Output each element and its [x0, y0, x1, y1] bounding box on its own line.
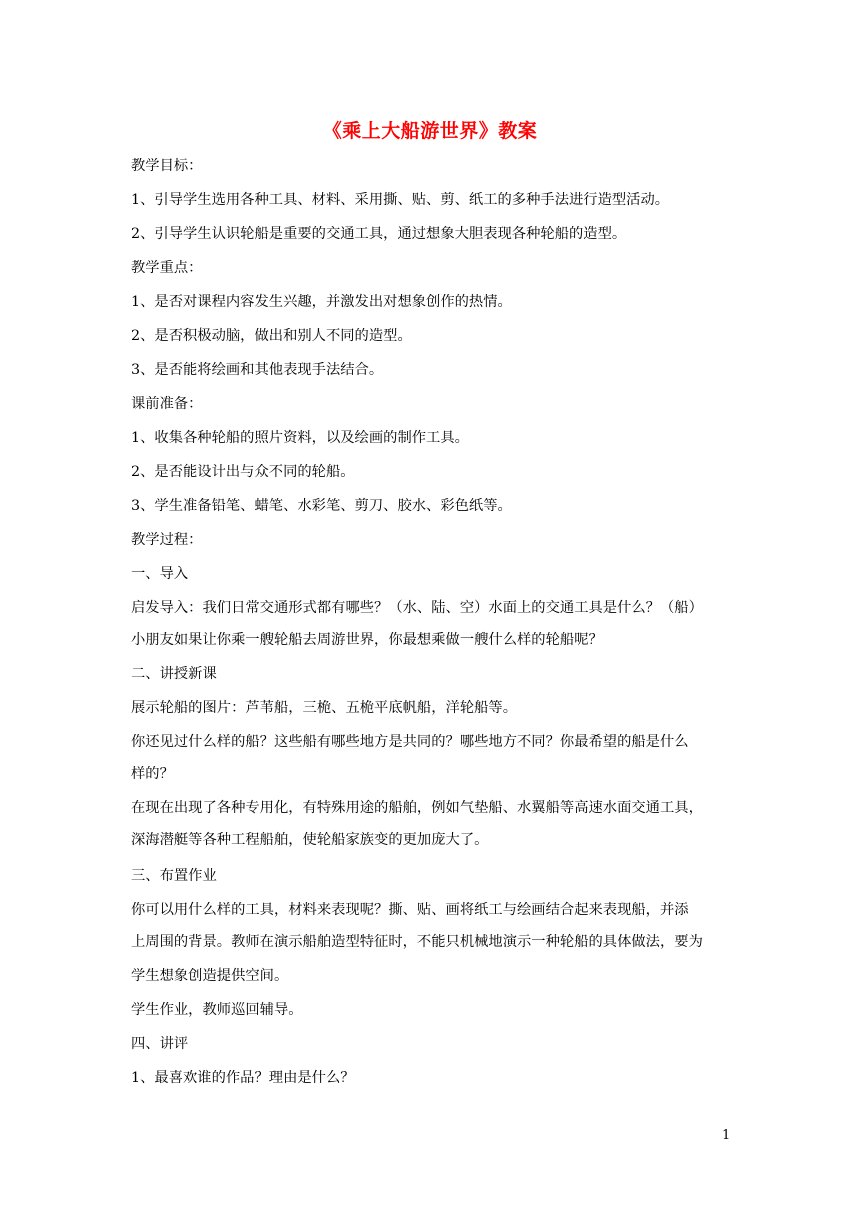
key-point-line-1: 1、是否对课程内容发生兴趣，并激发出对想象创作的热情。 — [131, 294, 512, 310]
objective-line-2: 2、引导学生认识轮船是重要的交通工具，通过想象大胆表现各种轮船的造型。 — [131, 226, 627, 242]
review-line-1: 1、最喜欢谁的作品？理由是什么？ — [131, 1070, 355, 1086]
subsection-homework: 三、布置作业 — [131, 868, 217, 884]
preparation-line-3: 3、学生准备铅笔、蜡笔、水彩笔、剪刀、胶水、彩色纸等。 — [131, 498, 512, 514]
document-title: 《乘上大船游世界》教案 — [322, 120, 538, 142]
lesson-line-3: 样的？ — [131, 766, 174, 782]
subsection-intro: 一、导入 — [131, 566, 189, 582]
section-heading-preparation: 课前准备： — [131, 396, 203, 412]
lesson-line-4: 在现在出现了各种专用化，有特殊用途的船舶，例如气垫船、水翼船等高速水面交通工具， — [131, 800, 703, 816]
preparation-line-1: 1、收集各种轮船的照片资料，以及绘画的制作工具。 — [131, 430, 469, 446]
subsection-new-lesson: 二、讲授新课 — [131, 666, 217, 682]
section-heading-objectives: 教学目标： — [131, 158, 203, 174]
homework-line-2: 上周围的背景。教师在演示船舶造型特征时，不能只机械地演示一种轮船的具体做法，要为 — [131, 934, 703, 950]
subsection-review: 四、讲评 — [131, 1036, 189, 1052]
homework-line-1: 你可以用什么样的工具，材料来表现呢？撕、贴、画将纸工与绘画结合起来表现船，并添 — [131, 902, 689, 918]
page-number: 1 — [722, 1128, 731, 1143]
key-point-line-2: 2、是否积极动脑，做出和别人不同的造型。 — [131, 328, 412, 344]
intro-line-2: 小朋友如果让你乘一艘轮船去周游世界，你最想乘做一艘什么样的轮船呢？ — [131, 632, 603, 648]
lesson-line-1: 展示轮船的图片：芦苇船，三桅、五桅平底帆船，洋轮船等。 — [131, 700, 518, 716]
objective-line-1: 1、引导学生选用各种工具、材料、采用撕、贴、剪、纸工的多种手法进行造型活动。 — [131, 192, 670, 208]
preparation-line-2: 2、是否能设计出与众不同的轮船。 — [131, 464, 355, 480]
section-heading-key-points: 教学重点： — [131, 260, 203, 276]
section-heading-process: 教学过程： — [131, 532, 203, 548]
intro-line-1: 启发导入：我们日常交通形式都有哪些？（水、陆、空）水面上的交通工具是什么？（船） — [131, 600, 703, 616]
key-point-line-3: 3、是否能将绘画和其他表现手法结合。 — [131, 362, 384, 378]
homework-line-3: 学生想象创造提供空间。 — [131, 968, 289, 984]
homework-line-4: 学生作业，教师巡回辅导。 — [131, 1002, 303, 1018]
lesson-line-2: 你还见过什么样的船？这些船有哪些地方是共同的？哪些地方不同？你最希望的船是什么 — [131, 734, 689, 750]
lesson-line-5: 深海潜艇等各种工程船舶，使轮船家族变的更加庞大了。 — [131, 832, 489, 848]
